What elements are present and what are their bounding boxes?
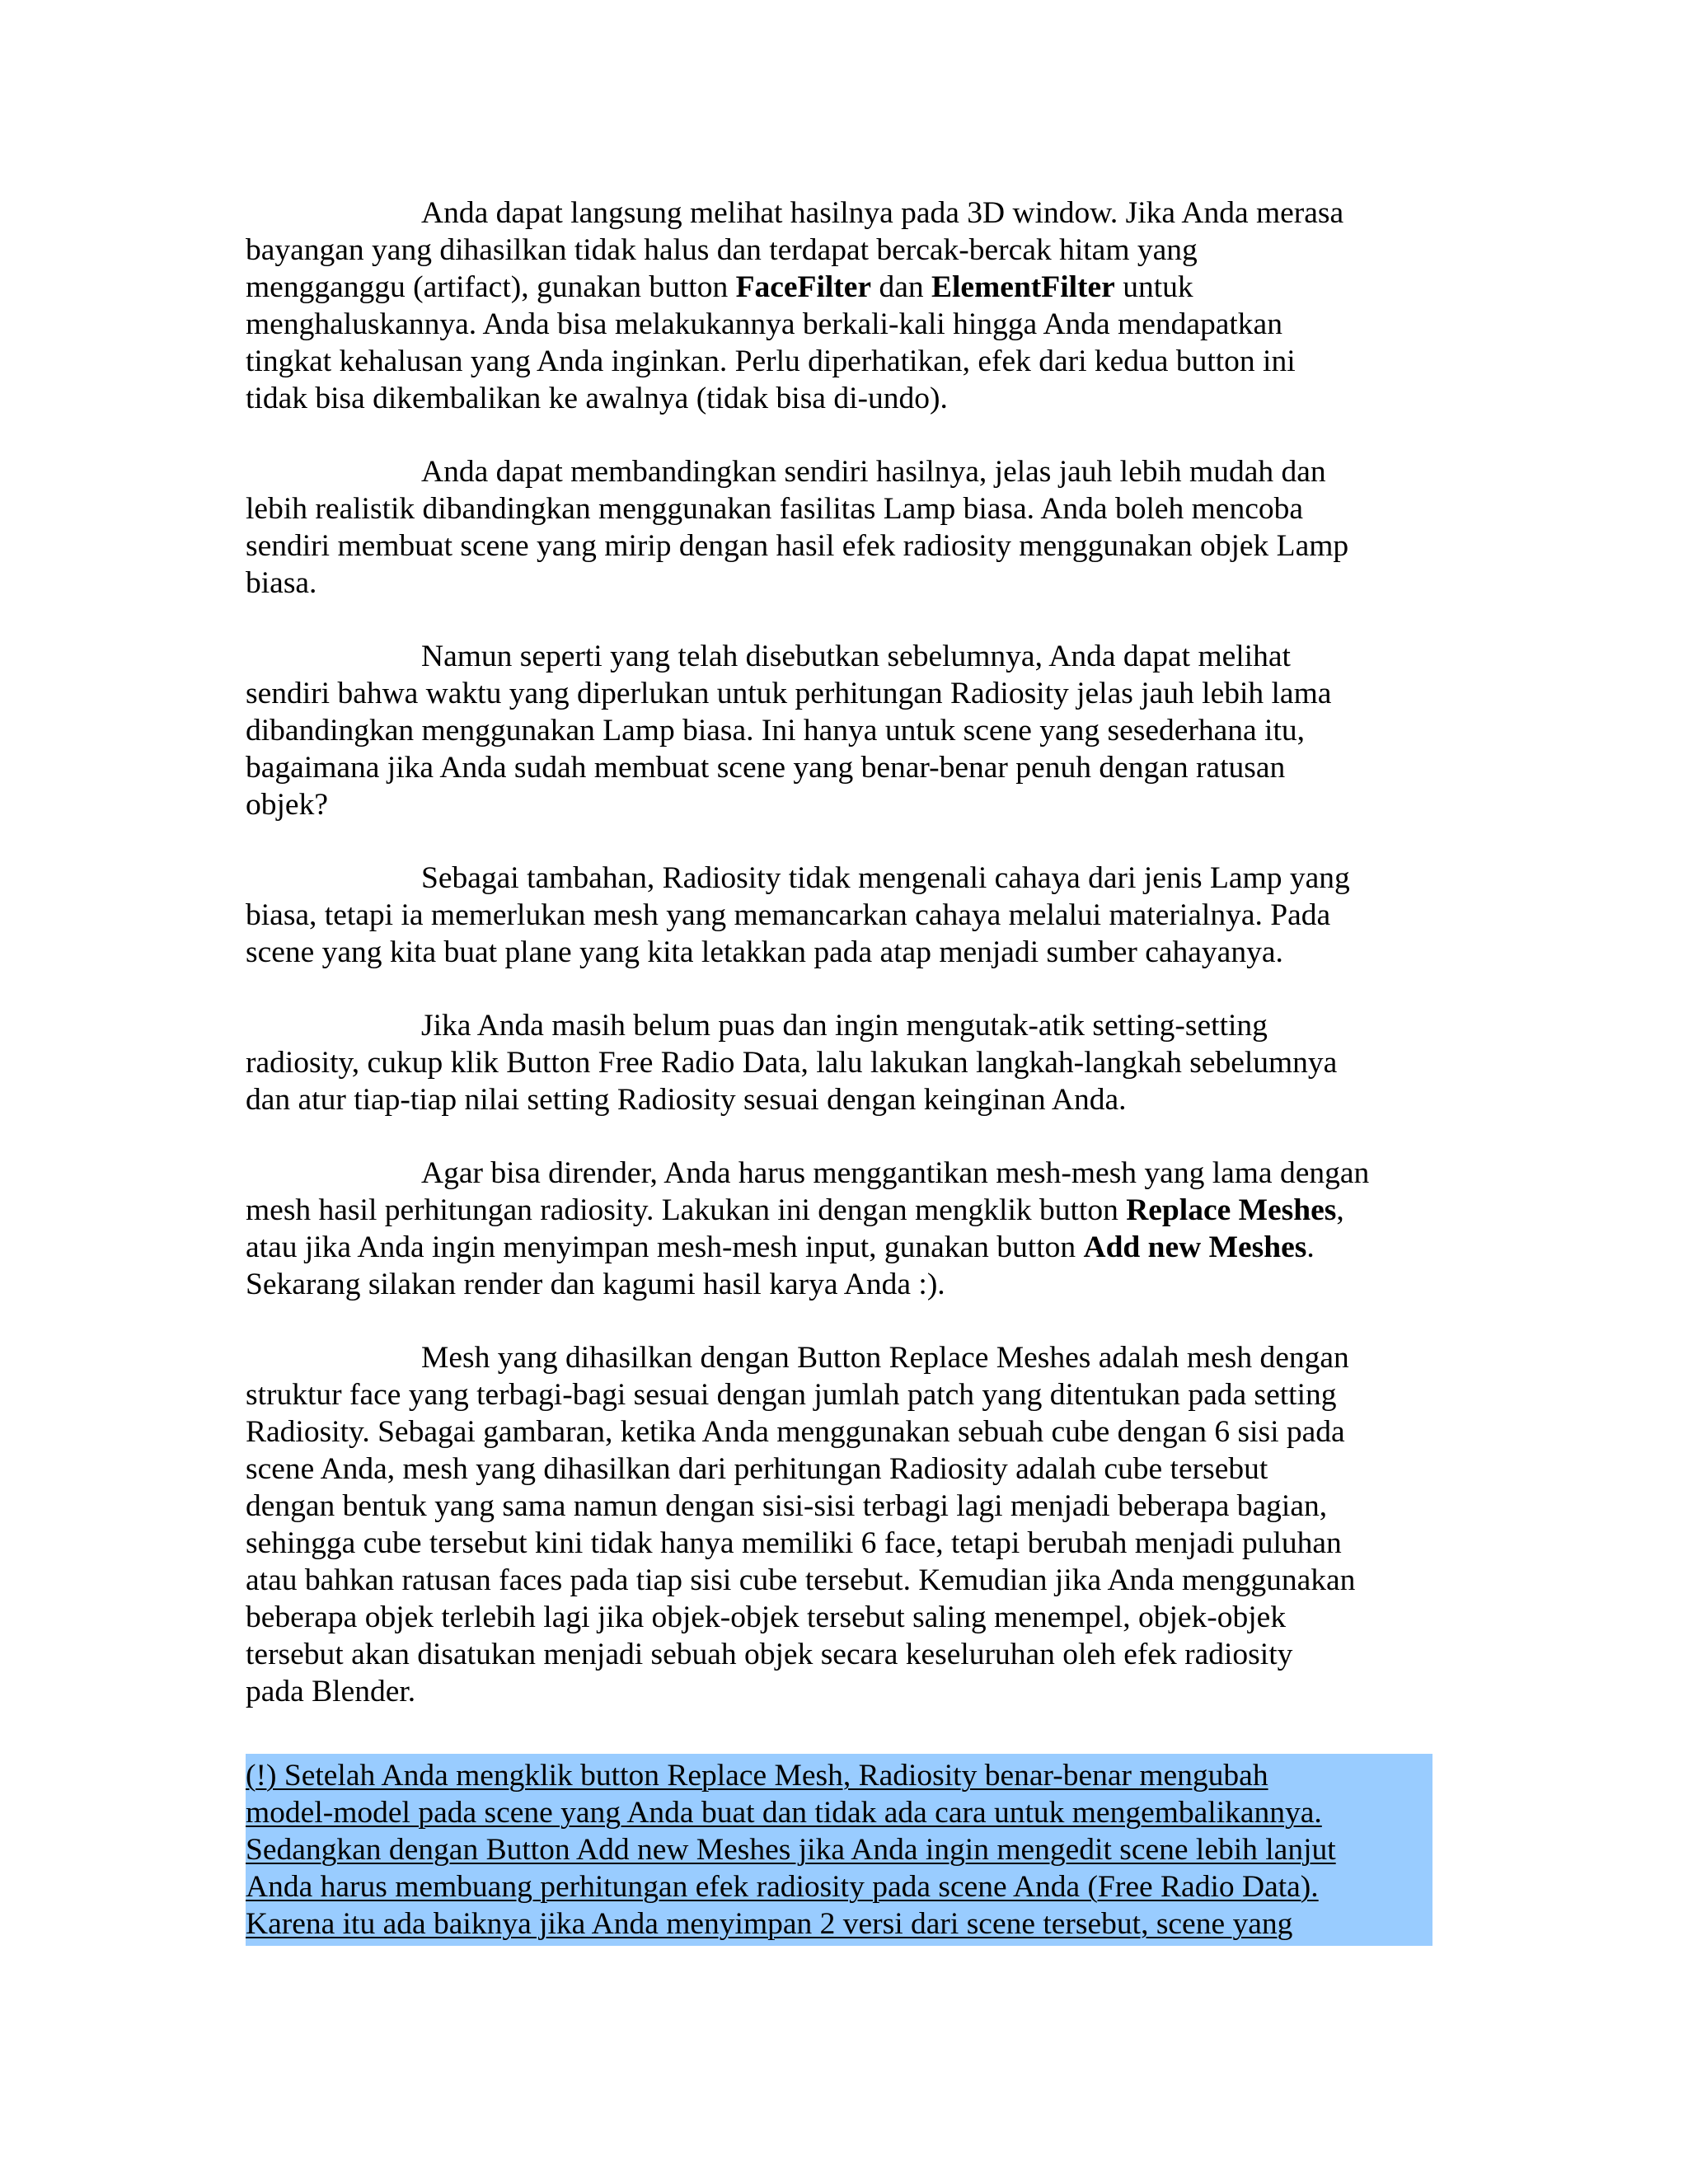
text-line: pada Blender. bbox=[246, 1675, 416, 1708]
text-line: tidak bisa dikembalikan ke awalnya (tidak bisa di-undo). bbox=[246, 382, 948, 415]
text-line: sendiri membuat scene yang mirip dengan hasil efek radiosity menggunakan objek Lamp bbox=[246, 529, 1349, 563]
text-line: bayangan yang dihasilkan tidak halus dan terdapat bercak-bercak hitam yang bbox=[246, 233, 1198, 267]
paragraph bbox=[246, 638, 1442, 823]
text-run: dan bbox=[871, 270, 931, 304]
note-line: (!) Setelah Anda mengklik button Replace Mesh, Radiosity benar-benar mengubah bbox=[246, 1759, 1268, 1793]
text-line: tersebut akan disatukan menjadi sebuah objek secara keseluruhan oleh efek radiosity bbox=[246, 1638, 1293, 1671]
text-line: dibandingkan menggunakan Lamp biasa. Ini hanya untuk scene yang sesederhana itu, bbox=[246, 714, 1306, 748]
text-line bbox=[246, 1192, 1442, 1229]
note-line: Anda harus membuang perhitungan efek radiosity pada scene Anda (Free Radio Data). bbox=[246, 1870, 1319, 1904]
text-line: Anda dapat langsung melihat hasilnya pada 3D window. Jika Anda merasa bbox=[421, 196, 1344, 230]
text-line bbox=[246, 269, 1442, 306]
text-line: sehingga cube tersebut kini tidak hanya memiliki 6 face, tetapi berubah menjadi puluhan bbox=[246, 1526, 1342, 1560]
text-line: beberapa objek terlebih lagi jika objek-objek tersebut saling menempel, objek-objek bbox=[246, 1601, 1287, 1634]
bold-term: Add new Meshes bbox=[1083, 1230, 1307, 1264]
text-line: scene Anda, mesh yang dihasilkan dari perhitungan Radiosity adalah cube tersebut bbox=[246, 1452, 1268, 1486]
text-line: Anda dapat membandingkan sendiri hasilnya, jelas jauh lebih mudah dan bbox=[421, 455, 1326, 489]
text-line: menghaluskannya. Anda bisa melakukannya berkali-kali hingga Anda mendapatkan bbox=[246, 307, 1282, 341]
paragraph bbox=[246, 1339, 1442, 1710]
paragraph bbox=[246, 1007, 1442, 1118]
text-line: Sebagai tambahan, Radiosity tidak mengenali cahaya dari jenis Lamp yang bbox=[421, 861, 1350, 895]
text-line: Mesh yang dihasilkan dengan Button Replace Meshes adalah mesh dengan bbox=[421, 1341, 1349, 1375]
text-line: objek? bbox=[246, 788, 328, 822]
text-run: . bbox=[1306, 1230, 1315, 1264]
text-line: atau bahkan ratusan faces pada tiap sisi cube tersebut. Kemudian jika Anda menggunakan bbox=[246, 1563, 1356, 1597]
bold-term: ElementFilter bbox=[931, 270, 1115, 304]
text-run: atau jika Anda ingin menyimpan mesh-mesh input, gunakan button bbox=[246, 1230, 1084, 1264]
text-line: Agar bisa dirender, Anda harus menggantikan mesh-mesh yang lama dengan bbox=[421, 1156, 1370, 1190]
bold-term: FaceFilter bbox=[735, 270, 872, 304]
note-line: Karena itu ada baiknya jika Anda menyimpan 2 versi dari scene tersebut, scene yang bbox=[246, 1907, 1293, 1941]
text-line: Sekarang silakan render dan kagumi hasil karya Anda :). bbox=[246, 1268, 945, 1301]
paragraph bbox=[246, 194, 1442, 417]
paragraph bbox=[246, 1155, 1442, 1303]
text-line: Radiosity. Sebagai gambaran, ketika Anda menggunakan sebuah cube dengan 6 sisi pada bbox=[246, 1415, 1345, 1449]
text-run: mesh hasil perhitungan radiosity. Lakukan ini dengan mengklik button bbox=[246, 1193, 1127, 1227]
text-line: bagaimana jika Anda sudah membuat scene yang benar-benar penuh dengan ratusan bbox=[246, 751, 1286, 785]
text-line: biasa, tetapi ia memerlukan mesh yang memancarkan cahaya melalui materialnya. Pada bbox=[246, 898, 1331, 932]
paragraph bbox=[246, 860, 1442, 971]
text-run: , bbox=[1336, 1193, 1344, 1227]
text-line: sendiri bahwa waktu yang diperlukan untuk perhitungan Radiosity jelas jauh lebih lama bbox=[246, 677, 1332, 710]
text-line: tingkat kehalusan yang Anda inginkan. Perlu diperhatikan, efek dari kedua button ini bbox=[246, 344, 1296, 378]
text-line: dan atur tiap-tiap nilai setting Radiosity sesuai dengan keinginan Anda. bbox=[246, 1083, 1127, 1117]
paragraph bbox=[246, 453, 1442, 602]
text-run: untuk bbox=[1114, 270, 1193, 304]
document-body bbox=[246, 194, 1442, 1746]
note-line: model-model pada scene yang Anda buat dan tidak ada cara untuk mengembalikannya. bbox=[246, 1796, 1322, 1830]
text-line: dengan bentuk yang sama namun dengan sisi-sisi terbagi lagi menjadi beberapa bagian, bbox=[246, 1489, 1328, 1523]
note-line: Sedangkan dengan Button Add new Meshes jika Anda ingin mengedit scene lebih lanjut bbox=[246, 1833, 1336, 1867]
text-line: scene yang kita buat plane yang kita letakkan pada atap menjadi sumber cahayanya. bbox=[246, 935, 1283, 969]
bold-term: Replace Meshes bbox=[1126, 1193, 1337, 1227]
text-line: struktur face yang terbagi-bagi sesuai dengan jumlah patch yang ditentukan pada setting bbox=[246, 1378, 1337, 1412]
text-line: lebih realistik dibandingkan menggunakan fasilitas Lamp biasa. Anda boleh mencoba bbox=[246, 492, 1303, 526]
text-line bbox=[246, 1229, 1442, 1266]
text-line: radiosity, cukup klik Button Free Radio Data, lalu lakukan langkah-langkah sebelumnya bbox=[246, 1046, 1338, 1080]
text-line: Namun seperti yang telah disebutkan sebelumnya, Anda dapat melihat bbox=[421, 640, 1291, 673]
highlighted-note bbox=[246, 1754, 1432, 1946]
text-line: Jika Anda masih belum puas dan ingin mengutak-atik setting-setting bbox=[421, 1009, 1268, 1043]
text-run: mengganggu (artifact), gunakan button bbox=[246, 270, 736, 304]
text-line: biasa. bbox=[246, 566, 317, 600]
